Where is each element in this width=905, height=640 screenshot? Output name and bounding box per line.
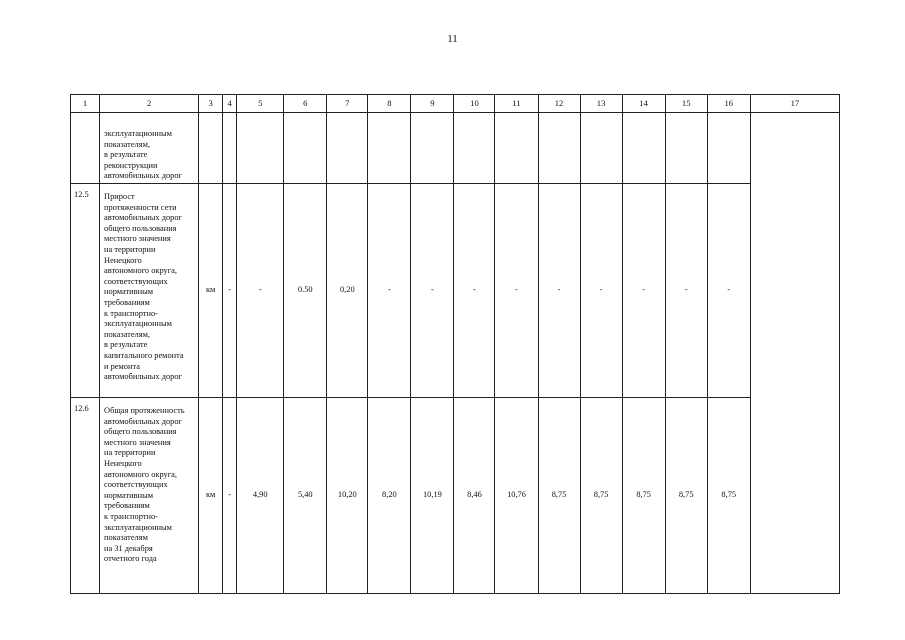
description-line: к транспортно-	[104, 308, 158, 318]
indicators-table	[70, 94, 840, 594]
row-description	[100, 398, 199, 594]
value-cell: 8,75	[580, 398, 622, 594]
value-cell	[495, 113, 538, 184]
value-cell: 8,75	[707, 398, 750, 594]
value-cell: -	[237, 184, 284, 398]
table-row	[71, 113, 840, 184]
header-cell: 7	[327, 95, 368, 113]
header-cell: 13	[580, 95, 622, 113]
value-cell	[327, 113, 368, 184]
unit-cell: км	[199, 184, 223, 398]
col4-cell: -	[223, 398, 237, 594]
unit-cell: км	[199, 398, 223, 594]
description-line: автономного округа,	[104, 469, 177, 479]
description-line: общего пользования	[104, 223, 177, 233]
row-number: 12.6	[71, 398, 100, 594]
col4-cell: -	[223, 184, 237, 398]
header-cell: 5	[237, 95, 284, 113]
description-line: автономного округа,	[104, 266, 177, 276]
description-line: автомобильных дорог	[104, 416, 182, 426]
value-cell: -	[580, 184, 622, 398]
header-cell: 15	[665, 95, 707, 113]
header-cell: 12	[538, 95, 580, 113]
value-cell: 5,40	[284, 398, 327, 594]
value-cell	[237, 113, 284, 184]
value-cell: 8,20	[368, 398, 411, 594]
header-cell: 1	[71, 95, 100, 113]
header-cell: 6	[284, 95, 327, 113]
header-cell: 10	[454, 95, 495, 113]
description-line: протяженности сети	[104, 202, 177, 212]
value-cell: 8,75	[538, 398, 580, 594]
description-line: нормативным	[104, 490, 154, 500]
value-cell	[622, 113, 665, 184]
value-cell	[538, 113, 580, 184]
header-cell: 3	[199, 95, 223, 113]
table-row	[71, 398, 840, 594]
header-cell: 8	[368, 95, 411, 113]
description-line: на территории	[104, 244, 156, 254]
value-cell	[580, 113, 622, 184]
description-line: реконструкции	[104, 160, 158, 170]
description-line: нормативным	[104, 287, 154, 297]
description-line: требованиям	[104, 297, 150, 307]
value-cell: 10,76	[495, 398, 538, 594]
description-line: автомобильных дорог	[104, 372, 182, 382]
row-description	[100, 113, 199, 184]
description-line: местного значения	[104, 437, 171, 447]
header-cell: 14	[622, 95, 665, 113]
description-line: в результате	[104, 340, 148, 350]
value-cell	[368, 113, 411, 184]
value-cell: -	[411, 184, 454, 398]
value-cell: -	[538, 184, 580, 398]
col4-cell	[223, 113, 237, 184]
description-line: Ненецкого	[104, 255, 142, 265]
description-line: местного значения	[104, 234, 171, 244]
header-cell: 2	[100, 95, 199, 113]
value-cell	[284, 113, 327, 184]
header-cell: 17	[750, 95, 839, 113]
description-line: Прирост	[104, 192, 135, 201]
value-cell	[665, 113, 707, 184]
description-line: требованиям	[104, 501, 150, 511]
table-header-row	[71, 95, 840, 113]
description-line: показателям,	[104, 329, 150, 339]
value-cell: 8,46	[454, 398, 495, 594]
value-cell: -	[707, 184, 750, 398]
value-cell	[411, 113, 454, 184]
page-number: 11	[447, 33, 458, 45]
row-number	[71, 113, 100, 184]
description-line: на 31 декабря	[104, 543, 153, 553]
description-line: Общая протяженность	[104, 406, 185, 415]
header-cell: 4	[223, 95, 237, 113]
description-line: показателям	[104, 533, 148, 543]
unit-cell	[199, 113, 223, 184]
description-line: эксплуатационным	[104, 319, 172, 329]
description-line: показателям,	[104, 139, 150, 149]
description-line: на территории	[104, 448, 156, 458]
description-line: автомобильных дорог	[104, 171, 182, 181]
value-cell	[454, 113, 495, 184]
header-cell: 9	[411, 95, 454, 113]
description-line: к транспортно-	[104, 511, 158, 521]
value-cell: -	[495, 184, 538, 398]
value-cell: 10,20	[327, 398, 368, 594]
description-line: соответствующих	[104, 276, 168, 286]
description-line: эксплуатационным	[104, 129, 172, 139]
header-cell: 16	[707, 95, 750, 113]
description-line: эксплуатационным	[104, 522, 172, 532]
description-line: капитального ремонта	[104, 350, 184, 360]
value-cell: 8,75	[665, 398, 707, 594]
row-number: 12.5	[71, 184, 100, 398]
table-row	[71, 184, 840, 398]
column-17-cell	[750, 113, 839, 594]
description-line: соответствующих	[104, 480, 168, 490]
value-cell: 10,19	[411, 398, 454, 594]
description-line: и ремонта	[104, 361, 140, 371]
row-description	[100, 184, 199, 398]
description-line: общего пользования	[104, 427, 177, 437]
value-cell: -	[368, 184, 411, 398]
description-line: отчетного года	[104, 554, 157, 564]
value-cell: 0.50	[284, 184, 327, 398]
description-line: автомобильных дорог	[104, 213, 182, 223]
header-cell: 11	[495, 95, 538, 113]
value-cell: -	[665, 184, 707, 398]
description-line: в результате	[104, 150, 148, 160]
value-cell: 0,20	[327, 184, 368, 398]
value-cell	[707, 113, 750, 184]
value-cell: 8,75	[622, 398, 665, 594]
description-line: Ненецкого	[104, 458, 142, 468]
value-cell: -	[454, 184, 495, 398]
value-cell: 4,90	[237, 398, 284, 594]
value-cell: -	[622, 184, 665, 398]
